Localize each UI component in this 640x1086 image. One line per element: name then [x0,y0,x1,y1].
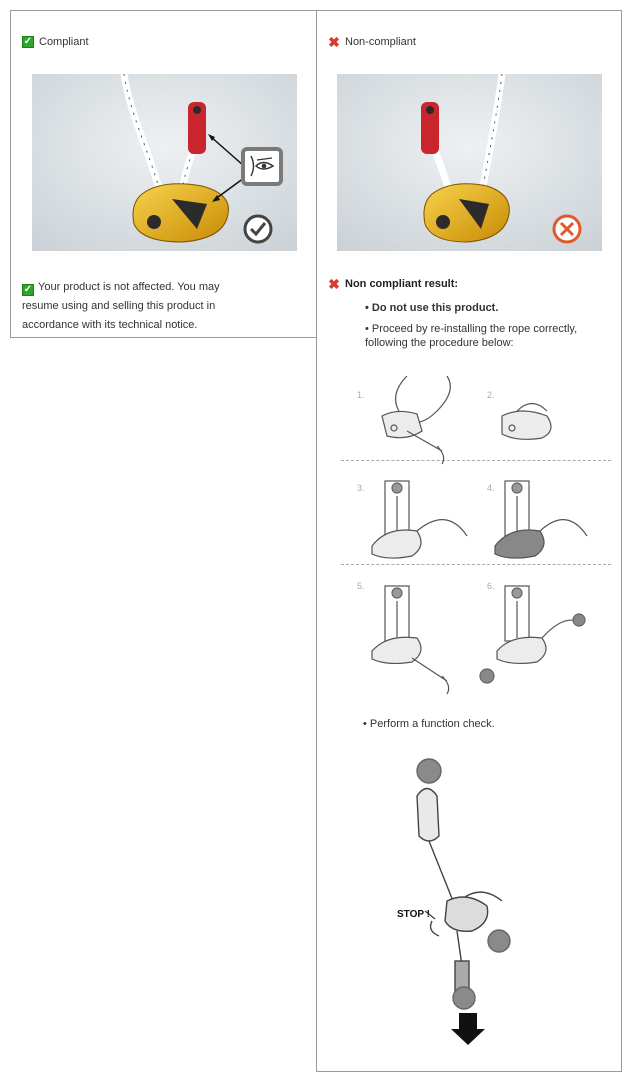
step-number-5: 5. [357,581,365,591]
step-number-1: 1. [357,390,365,400]
noncompliant-heading: Non-compliant [345,36,416,48]
check-icon: ✓ [23,36,33,47]
compliant-panel [10,10,317,338]
compliant-message-line-2: resume using and selling this product in [22,300,216,312]
step-number-2: 2. [487,390,495,400]
cross-icon: ✖ [328,34,340,50]
compliant-message-line-3: accordance with its technical notice. [22,319,198,331]
noncompliant-heading-row [328,36,416,48]
arrow-down-icon [451,1013,485,1045]
result-title: Non compliant result: [345,278,459,290]
procedure-illustrations [347,376,597,706]
cross-circle-icon [554,216,580,242]
compliant-message-line-1: Your product is not affected. You may [38,281,220,293]
check-circle-icon [245,216,271,242]
bullet-function-check: • Perform a function check. [363,718,495,730]
bullet-reinstall-line-2: following the procedure below: [365,337,514,349]
compliant-message [22,278,302,335]
bullet-do-not-use: • Do not use this product. [365,302,499,314]
cross-icon: ✖ [328,276,340,292]
step-number-4: 4. [487,483,495,493]
noncompliant-photo [337,74,602,251]
check-icon: ✓ [23,284,33,295]
stop-label: STOP ! [397,909,430,920]
eye-icon [243,149,281,184]
compliant-photo [32,74,297,251]
compliant-heading-row [22,36,89,48]
bullet-reinstall-line-1: • Proceed by re-installing the rope correctly, [365,323,578,335]
function-check-illustration [387,751,527,1051]
compliant-heading: Compliant [39,36,89,48]
noncompliant-panel [316,10,622,1072]
step-number-6: 6. [487,581,495,591]
noncompliant-result-row [328,278,458,290]
step-number-3: 3. [357,483,365,493]
